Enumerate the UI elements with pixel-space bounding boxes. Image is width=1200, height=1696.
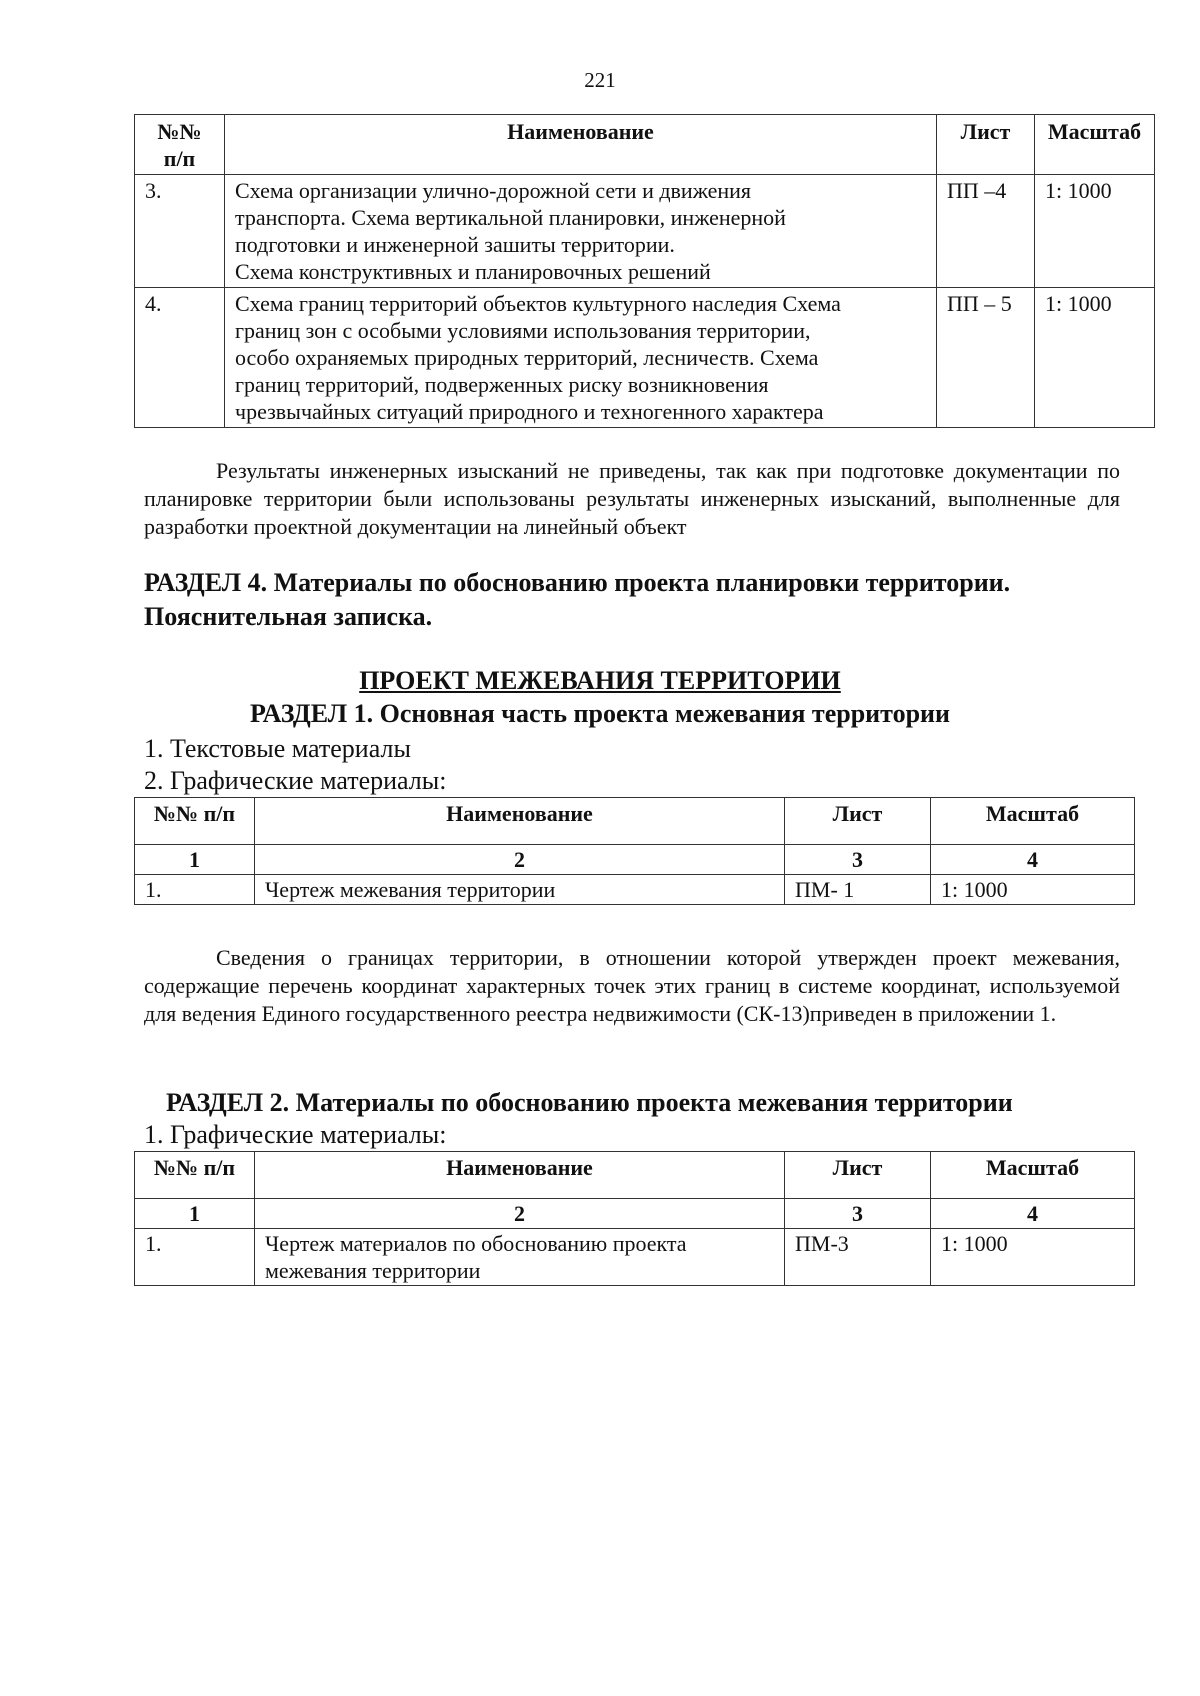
table-header-row xyxy=(135,798,1135,845)
column-index: 2 xyxy=(255,1199,785,1229)
row-num: 4. xyxy=(135,288,225,428)
row-num: 1. xyxy=(135,1229,255,1286)
boundary-info-paragraph: Сведения о границах территории, в отношении которой утвержден проект межевания, содержащие перечень координат характерных точек этих границ в системе координат, используемой для ведения Единого государственного реестра недвижимости (СК-13)приведен в приложении 1. xyxy=(144,945,1120,1026)
row-scale: 1: 1000 xyxy=(931,1229,1135,1286)
header-name: Наименование xyxy=(225,115,937,175)
row-sheet: ПМ- 1 xyxy=(785,875,931,905)
page-number: 221 xyxy=(584,68,616,92)
graphic-materials-table-justification xyxy=(134,1151,1135,1286)
graphic-materials-table-planning xyxy=(134,114,1155,428)
column-index-row xyxy=(135,845,1135,875)
column-index: 4 xyxy=(931,1199,1135,1229)
row-name xyxy=(255,875,785,905)
header-scale: Масштаб xyxy=(931,1152,1135,1199)
name-line: межевания территории xyxy=(265,1258,481,1283)
header-num: №№ п/п xyxy=(135,798,255,845)
column-index-row xyxy=(135,1199,1135,1229)
row-scale: 1: 1000 xyxy=(1035,288,1155,428)
graphic-materials-table-surveying xyxy=(134,797,1135,905)
name-line: подготовки и инженерной зашиты территории. xyxy=(235,232,675,257)
header-sheet: Лист xyxy=(785,1152,931,1199)
name-line: Схема конструктивных и планировочных решений xyxy=(235,259,711,284)
section4-heading-line1: РАЗДЕЛ 4. Материалы по обоснованию проекта планировки территории. xyxy=(144,568,1011,597)
name-line: границ зон с особыми условиями использования территории, xyxy=(235,318,811,343)
row-scale: 1: 1000 xyxy=(931,875,1135,905)
section2-heading: РАЗДЕЛ 2. Материалы по обоснованию проекта межевания территории xyxy=(166,1088,1013,1117)
table-row xyxy=(135,175,1155,288)
name-line: особо охраняемых природных территорий, лесничеств. Схема xyxy=(235,345,819,370)
name-line: границ территорий, подверженных риску возникновения xyxy=(235,372,769,397)
header-sheet: Лист xyxy=(937,115,1035,175)
section2-item-graphic-materials: 1. Графические материалы: xyxy=(144,1120,447,1149)
column-index: 1 xyxy=(135,1199,255,1229)
table-row xyxy=(135,288,1155,428)
column-index: 2 xyxy=(255,845,785,875)
row-num: 1. xyxy=(135,875,255,905)
name-line: Чертеж межевания территории xyxy=(265,877,556,902)
row-name xyxy=(255,1229,785,1286)
row-sheet: ПП –4 xyxy=(937,175,1035,288)
section1-item-graphic-materials: 2. Графические материалы: xyxy=(144,766,447,795)
column-index: 3 xyxy=(785,845,931,875)
table-row xyxy=(135,875,1135,905)
row-name xyxy=(225,175,937,288)
header-name: Наименование xyxy=(255,798,785,845)
row-scale: 1: 1000 xyxy=(1035,175,1155,288)
name-line: чрезвычайных ситуаций природного и техногенного характера xyxy=(235,399,824,424)
header-scale: Масштаб xyxy=(931,798,1135,845)
header-name: Наименование xyxy=(255,1152,785,1199)
header-sheet: Лист xyxy=(785,798,931,845)
column-index: 1 xyxy=(135,845,255,875)
header-num: №№ п/п xyxy=(135,1152,255,1199)
header-num: №№ п/п xyxy=(135,115,225,175)
row-sheet: ПМ-3 xyxy=(785,1229,931,1286)
name-line: Схема организации улично-дорожной сети и движения xyxy=(235,178,752,203)
name-line: Чертеж материалов по обоснованию проекта xyxy=(265,1231,687,1256)
section1-item-text-materials: 1. Текстовые материалы xyxy=(144,734,411,763)
row-sheet: ПП – 5 xyxy=(937,288,1035,428)
table-row xyxy=(135,1229,1135,1286)
table-header-row xyxy=(135,1152,1135,1199)
engineering-surveys-paragraph: Результаты инженерных изысканий не приведены, так как при подготовке документации по планировке территории были использованы результаты инженерных изысканий, выполненные для разработки проектной документации на линейный объект xyxy=(144,458,1120,539)
column-index: 3 xyxy=(785,1199,931,1229)
table-header-row xyxy=(135,115,1155,175)
row-num: 3. xyxy=(135,175,225,288)
name-line: транспорта. Схема вертикальной планировки, инженерной xyxy=(235,205,786,230)
section1-heading: РАЗДЕЛ 1. Основная часть проекта межевания территории xyxy=(250,699,950,728)
project-title: ПРОЕКТ МЕЖЕВАНИЯ ТЕРРИТОРИИ xyxy=(359,666,841,695)
column-index: 4 xyxy=(931,845,1135,875)
row-name xyxy=(225,288,937,428)
section4-heading-line2: Пояснительная записка. xyxy=(144,602,433,631)
name-line: Схема границ территорий объектов культурного наследия Схема xyxy=(235,291,841,316)
header-scale: Масштаб xyxy=(1035,115,1155,175)
